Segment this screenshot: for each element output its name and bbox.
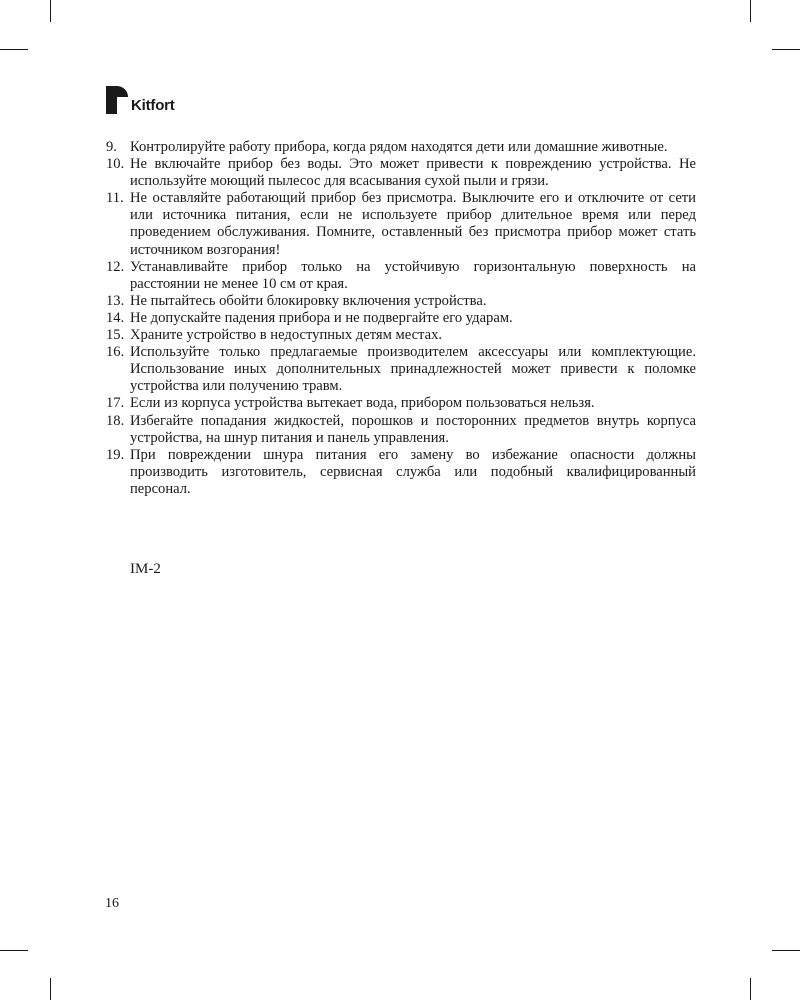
item-text: Не пытайтесь обойти блокировку включения устройства. (130, 292, 487, 309)
item-text: Не оставляйте работающий прибор без присмотра. Выключите его и отключите от сети или источника питания, если не используете прибор длительное время или перед проведением обслуживания. Помните, оставленный без присмотра прибор может стать источником возгорания! (130, 190, 696, 258)
item-text: Не допускайте падения прибора и не подвергайте его ударам. (130, 309, 513, 326)
item-text: Если из корпуса устройства вытекает вода, прибором пользоваться нельзя. (130, 395, 595, 412)
item-number: 18. (106, 412, 125, 429)
item-number: 16. (106, 344, 125, 361)
list-item (106, 344, 696, 395)
list-item (106, 156, 696, 190)
list-item (106, 395, 696, 412)
safety-instructions-list (106, 139, 696, 498)
item-text: Контролируйте работу прибора, когда рядом находятся дети или домашние животные. (130, 139, 668, 155)
item-text: Избегайте попадания жидкостей, порошков и посторонних предметов внутрь корпуса устройства, на шнур питания и панель управления. (130, 412, 696, 446)
item-number: 12. (106, 258, 125, 275)
crop-mark-top-right (750, 0, 751, 22)
list-item (106, 447, 696, 498)
item-number: 9. (106, 139, 117, 155)
list-item (106, 413, 696, 447)
brand-name: Kitfort (131, 97, 175, 114)
item-text: Используйте только предлагаемые производителем аксессуары или комплектующие. Использование иных дополнительных принадлежностей может привести к поломке устройства или получению травм. (130, 344, 696, 395)
model-code: IM-2 (130, 561, 161, 577)
crop-mark-bottom-left (50, 978, 51, 1000)
crop-mark-top-left (50, 0, 51, 22)
list-item (106, 293, 696, 310)
item-number: 11. (106, 190, 124, 207)
crop-mark-top-right-h (772, 49, 800, 50)
crop-mark-bottom-right (750, 978, 751, 1000)
item-number: 14. (106, 309, 125, 326)
item-text: Устанавливайте прибор только на устойчивую горизонтальную поверхность на расстоянии не менее 10 см от края. (130, 258, 696, 292)
list-item (106, 310, 696, 327)
page-number: 16 (105, 896, 119, 911)
brand-logo (106, 86, 175, 114)
item-text: Храните устройство в недоступных детям местах. (130, 327, 443, 344)
item-number: 13. (106, 292, 125, 309)
crop-mark-bottom-left-h (0, 950, 28, 951)
list-item (106, 190, 696, 258)
crop-mark-top-left-h (0, 49, 28, 50)
kitfort-logo-icon (106, 86, 128, 114)
list-item (106, 259, 696, 293)
item-number: 10. (106, 156, 125, 173)
item-number: 19. (106, 446, 125, 463)
crop-mark-bottom-right-h (772, 950, 800, 951)
list-item (106, 139, 696, 156)
item-text: Не включайте прибор без воды. Это может привести к повреждению устройства. Не используйте моющий пылесос для всасывания сухой пыли и грязи. (130, 156, 696, 190)
item-number: 17. (106, 395, 125, 412)
item-number: 15. (106, 327, 125, 344)
item-text: При повреждении шнура питания его замену во избежание опасности должны производить изготовитель, сервисная служба или подобный квалифицированный персонал. (130, 446, 696, 497)
list-item (106, 327, 696, 344)
